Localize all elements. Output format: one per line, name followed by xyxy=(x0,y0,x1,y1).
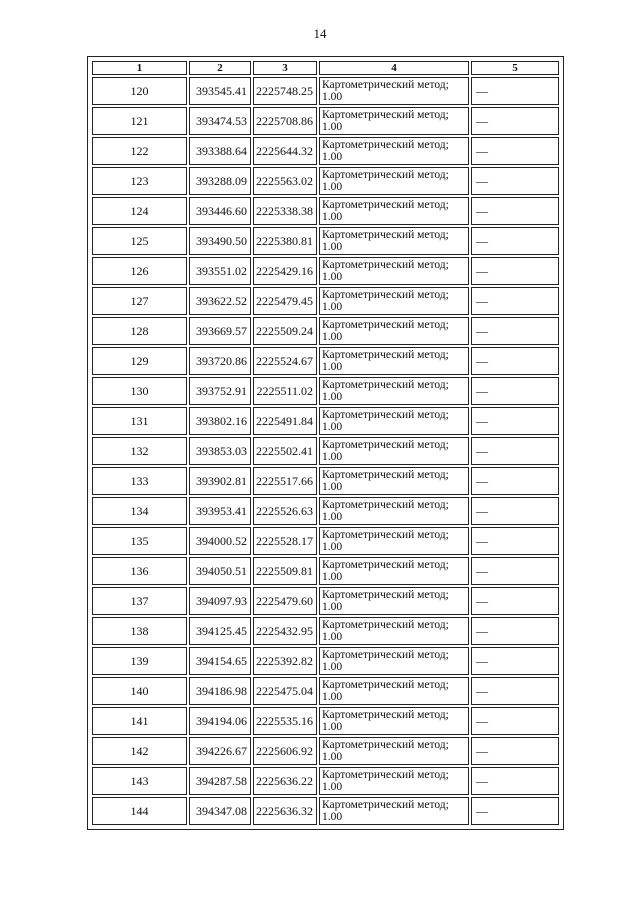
table-row xyxy=(92,677,559,705)
y-coordinate-cell: 2225491.84 xyxy=(253,407,317,435)
table-header-row xyxy=(92,61,559,75)
x-coordinate-cell: 394097.93 xyxy=(189,587,251,615)
y-coordinate-cell: 2225526.63 xyxy=(253,497,317,525)
note-cell: — xyxy=(471,227,559,255)
method-cell: Картометрический метод; 1.00 xyxy=(319,677,469,705)
point-number-cell: 120 xyxy=(92,77,187,105)
y-coordinate-cell: 2225606.92 xyxy=(253,737,317,765)
coordinates-table-frame xyxy=(87,56,564,830)
table-row xyxy=(92,77,559,105)
y-coordinate-cell: 2225432.95 xyxy=(253,617,317,645)
x-coordinate-cell: 393953.41 xyxy=(189,497,251,525)
note-cell: — xyxy=(471,797,559,825)
x-coordinate-cell: 393853.03 xyxy=(189,437,251,465)
point-number-cell: 140 xyxy=(92,677,187,705)
method-cell: Картометрический метод; 1.00 xyxy=(319,707,469,735)
note-cell: — xyxy=(471,167,559,195)
method-cell: Картометрический метод; 1.00 xyxy=(319,797,469,825)
method-cell: Картометрический метод; 1.00 xyxy=(319,617,469,645)
point-number-cell: 128 xyxy=(92,317,187,345)
table-row xyxy=(92,227,559,255)
point-number-cell: 124 xyxy=(92,197,187,225)
table-row xyxy=(92,137,559,165)
note-cell: — xyxy=(471,647,559,675)
y-coordinate-cell: 2225509.81 xyxy=(253,557,317,585)
note-cell: — xyxy=(471,407,559,435)
table-row xyxy=(92,407,559,435)
table-row xyxy=(92,527,559,555)
method-cell: Картометрический метод; 1.00 xyxy=(319,647,469,675)
y-coordinate-cell: 2225748.25 xyxy=(253,77,317,105)
note-cell: — xyxy=(471,137,559,165)
table-row xyxy=(92,557,559,585)
y-coordinate-cell: 2225429.16 xyxy=(253,257,317,285)
method-cell: Картометрический метод; 1.00 xyxy=(319,77,469,105)
note-cell: — xyxy=(471,557,559,585)
method-cell: Картометрический метод; 1.00 xyxy=(319,197,469,225)
x-coordinate-cell: 393902.81 xyxy=(189,467,251,495)
x-coordinate-cell: 393388.64 xyxy=(189,137,251,165)
note-cell: — xyxy=(471,527,559,555)
table-row xyxy=(92,437,559,465)
note-cell: — xyxy=(471,197,559,225)
note-cell: — xyxy=(471,767,559,795)
x-coordinate-cell: 393288.09 xyxy=(189,167,251,195)
y-coordinate-cell: 2225535.16 xyxy=(253,707,317,735)
note-cell: — xyxy=(471,497,559,525)
note-cell: — xyxy=(471,617,559,645)
y-coordinate-cell: 2225338.38 xyxy=(253,197,317,225)
table-row xyxy=(92,647,559,675)
method-cell: Картометрический метод; 1.00 xyxy=(319,767,469,795)
header-col-2: 2 xyxy=(189,61,251,75)
point-number-cell: 143 xyxy=(92,767,187,795)
point-number-cell: 123 xyxy=(92,167,187,195)
table-row xyxy=(92,197,559,225)
table-row xyxy=(92,707,559,735)
header-col-4: 4 xyxy=(319,61,469,75)
method-cell: Картометрический метод; 1.00 xyxy=(319,467,469,495)
point-number-cell: 130 xyxy=(92,377,187,405)
header-col-3: 3 xyxy=(253,61,317,75)
x-coordinate-cell: 394287.58 xyxy=(189,767,251,795)
x-coordinate-cell: 393622.52 xyxy=(189,287,251,315)
x-coordinate-cell: 393802.16 xyxy=(189,407,251,435)
method-cell: Картометрический метод; 1.00 xyxy=(319,257,469,285)
y-coordinate-cell: 2225644.32 xyxy=(253,137,317,165)
note-cell: — xyxy=(471,107,559,135)
point-number-cell: 132 xyxy=(92,437,187,465)
x-coordinate-cell: 394186.98 xyxy=(189,677,251,705)
table-row xyxy=(92,497,559,525)
x-coordinate-cell: 393545.41 xyxy=(189,77,251,105)
x-coordinate-cell: 393490.50 xyxy=(189,227,251,255)
x-coordinate-cell: 394154.65 xyxy=(189,647,251,675)
table-row xyxy=(92,257,559,285)
point-number-cell: 134 xyxy=(92,497,187,525)
note-cell: — xyxy=(471,707,559,735)
y-coordinate-cell: 2225475.04 xyxy=(253,677,317,705)
y-coordinate-cell: 2225380.81 xyxy=(253,227,317,255)
y-coordinate-cell: 2225708.86 xyxy=(253,107,317,135)
method-cell: Картометрический метод; 1.00 xyxy=(319,407,469,435)
y-coordinate-cell: 2225511.02 xyxy=(253,377,317,405)
table-row xyxy=(92,287,559,315)
method-cell: Картометрический метод; 1.00 xyxy=(319,287,469,315)
x-coordinate-cell: 394125.45 xyxy=(189,617,251,645)
x-coordinate-cell: 393551.02 xyxy=(189,257,251,285)
x-coordinate-cell: 394000.52 xyxy=(189,527,251,555)
point-number-cell: 135 xyxy=(92,527,187,555)
table-row xyxy=(92,467,559,495)
note-cell: — xyxy=(471,77,559,105)
note-cell: — xyxy=(471,317,559,345)
method-cell: Картометрический метод; 1.00 xyxy=(319,377,469,405)
x-coordinate-cell: 394194.06 xyxy=(189,707,251,735)
note-cell: — xyxy=(471,467,559,495)
table-row xyxy=(92,317,559,345)
note-cell: — xyxy=(471,257,559,285)
note-cell: — xyxy=(471,677,559,705)
point-number-cell: 133 xyxy=(92,467,187,495)
point-number-cell: 122 xyxy=(92,137,187,165)
point-number-cell: 136 xyxy=(92,557,187,585)
point-number-cell: 129 xyxy=(92,347,187,375)
note-cell: — xyxy=(471,437,559,465)
page-number: 14 xyxy=(313,26,327,41)
point-number-cell: 127 xyxy=(92,287,187,315)
y-coordinate-cell: 2225479.60 xyxy=(253,587,317,615)
method-cell: Картометрический метод; 1.00 xyxy=(319,167,469,195)
x-coordinate-cell: 394050.51 xyxy=(189,557,251,585)
y-coordinate-cell: 2225479.45 xyxy=(253,287,317,315)
method-cell: Картометрический метод; 1.00 xyxy=(319,587,469,615)
point-number-cell: 137 xyxy=(92,587,187,615)
point-number-cell: 142 xyxy=(92,737,187,765)
point-number-cell: 125 xyxy=(92,227,187,255)
point-number-cell: 141 xyxy=(92,707,187,735)
y-coordinate-cell: 2225392.82 xyxy=(253,647,317,675)
method-cell: Картометрический метод; 1.00 xyxy=(319,497,469,525)
y-coordinate-cell: 2225524.67 xyxy=(253,347,317,375)
method-cell: Картометрический метод; 1.00 xyxy=(319,137,469,165)
point-number-cell: 131 xyxy=(92,407,187,435)
y-coordinate-cell: 2225528.17 xyxy=(253,527,317,555)
table-row xyxy=(92,347,559,375)
x-coordinate-cell: 393669.57 xyxy=(189,317,251,345)
note-cell: — xyxy=(471,287,559,315)
table-row xyxy=(92,377,559,405)
header-col-1: 1 xyxy=(92,61,187,75)
y-coordinate-cell: 2225517.66 xyxy=(253,467,317,495)
table-row xyxy=(92,587,559,615)
x-coordinate-cell: 393474.53 xyxy=(189,107,251,135)
x-coordinate-cell: 394347.08 xyxy=(189,797,251,825)
method-cell: Картометрический метод; 1.00 xyxy=(319,527,469,555)
note-cell: — xyxy=(471,737,559,765)
table-row xyxy=(92,767,559,795)
table-body xyxy=(92,77,559,825)
method-cell: Картометрический метод; 1.00 xyxy=(319,317,469,345)
table-row xyxy=(92,737,559,765)
x-coordinate-cell: 393720.86 xyxy=(189,347,251,375)
note-cell: — xyxy=(471,347,559,375)
x-coordinate-cell: 393752.91 xyxy=(189,377,251,405)
coordinates-table xyxy=(90,59,561,827)
method-cell: Картометрический метод; 1.00 xyxy=(319,107,469,135)
header-col-5: 5 xyxy=(471,61,559,75)
table-row xyxy=(92,797,559,825)
y-coordinate-cell: 2225509.24 xyxy=(253,317,317,345)
table-row xyxy=(92,617,559,645)
point-number-cell: 144 xyxy=(92,797,187,825)
y-coordinate-cell: 2225563.02 xyxy=(253,167,317,195)
point-number-cell: 139 xyxy=(92,647,187,675)
y-coordinate-cell: 2225636.32 xyxy=(253,797,317,825)
method-cell: Картометрический метод; 1.00 xyxy=(319,557,469,585)
y-coordinate-cell: 2225636.22 xyxy=(253,767,317,795)
x-coordinate-cell: 394226.67 xyxy=(189,737,251,765)
method-cell: Картометрический метод; 1.00 xyxy=(319,347,469,375)
y-coordinate-cell: 2225502.41 xyxy=(253,437,317,465)
note-cell: — xyxy=(471,377,559,405)
point-number-cell: 126 xyxy=(92,257,187,285)
x-coordinate-cell: 393446.60 xyxy=(189,197,251,225)
point-number-cell: 121 xyxy=(92,107,187,135)
method-cell: Картометрический метод; 1.00 xyxy=(319,437,469,465)
table-row xyxy=(92,107,559,135)
table-row xyxy=(92,167,559,195)
point-number-cell: 138 xyxy=(92,617,187,645)
note-cell: — xyxy=(471,587,559,615)
method-cell: Картометрический метод; 1.00 xyxy=(319,227,469,255)
method-cell: Картометрический метод; 1.00 xyxy=(319,737,469,765)
